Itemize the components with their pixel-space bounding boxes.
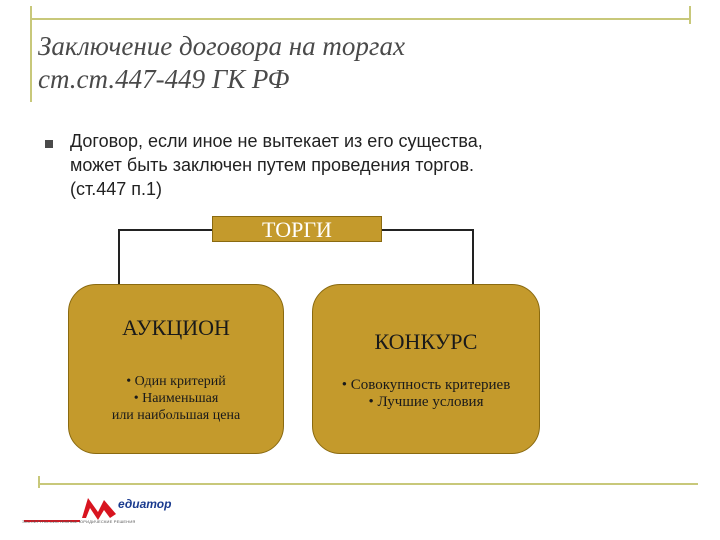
bullet-line-1: Договор, если иное не вытекает из его существа, bbox=[70, 131, 483, 151]
frame-right-line bbox=[689, 6, 691, 24]
frame-left-line bbox=[30, 6, 32, 102]
bullet-line-2: может быть заключен путем проведения торгов. bbox=[70, 155, 475, 175]
bullet-line-3: (ст.447 п.1) bbox=[70, 179, 163, 199]
bullet-text bbox=[70, 129, 670, 201]
connector-right-vertical bbox=[472, 229, 474, 291]
logo-subtitle: ЭКСПЕРТНО-СИСТЕМНЫЕ ЮРИДИЧЕСКИЕ РЕШЕНИЯ bbox=[22, 519, 136, 524]
bullet-square-icon bbox=[45, 140, 53, 148]
contest-line-1: • Совокупность критериев bbox=[341, 377, 511, 393]
slide-title-line-1: Заключение договора на торгах bbox=[38, 31, 405, 61]
contest-title: КОНКУРС bbox=[374, 329, 478, 354]
auction-title: АУКЦИОН bbox=[122, 315, 230, 340]
connector-left-horizontal bbox=[118, 229, 212, 231]
auction-body bbox=[69, 373, 283, 424]
contest-line-2: • Лучшие условия bbox=[368, 394, 484, 410]
contest-body bbox=[313, 377, 539, 411]
slide-title-line-2: ст.ст.447-449 ГК РФ bbox=[38, 64, 290, 94]
auction-line-2: • Наименьшая bbox=[133, 391, 219, 406]
auction-line-3: или наибольшая цена bbox=[111, 408, 241, 423]
connector-right-horizontal bbox=[382, 229, 474, 231]
frame-top-line bbox=[30, 18, 690, 20]
logo-name: едиатор bbox=[118, 497, 172, 511]
frame-bottom-line bbox=[38, 483, 698, 485]
root-node-torgi: ТОРГИ bbox=[212, 216, 382, 242]
slide-title bbox=[38, 30, 678, 96]
frame-bottom-left-line bbox=[38, 476, 40, 488]
auction-line-1: • Один критерий bbox=[126, 374, 226, 389]
node-auction bbox=[68, 284, 284, 454]
node-contest bbox=[312, 284, 540, 454]
connector-left-vertical bbox=[118, 229, 120, 291]
